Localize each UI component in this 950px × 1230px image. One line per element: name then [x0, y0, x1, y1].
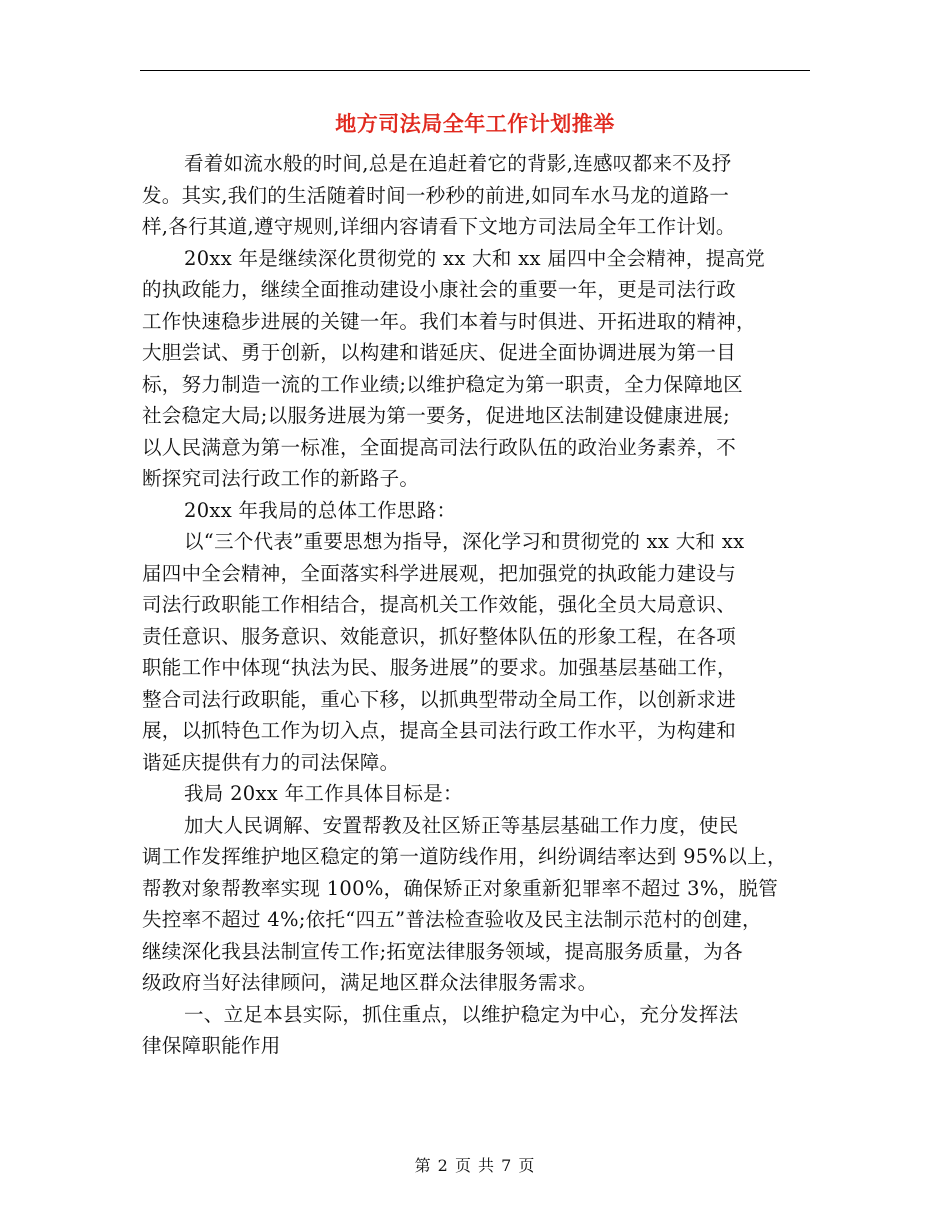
text-line: 发。其实,我们的生活随着时间一秒秒的前进,如同车水马龙的道路一	[142, 183, 730, 207]
document-title: 地方司法局全年工作计划推举	[335, 112, 615, 136]
text-line: 展，以抓特色工作为切入点，提高全县司法行政工作水平，为构建和	[142, 719, 737, 742]
text-line: 届四中全会精神，全面落实科学进展观，把加强党的执政能力建设与	[142, 561, 737, 585]
text-line: 加大人民调解、安置帮教及社区矫正等基层基础工作力度，使民	[184, 813, 739, 837]
text-line: 社会稳定大局;以服务进展为第一要务，促进地区法制建设健康进展;	[142, 404, 730, 427]
text-line: 调工作发挥维护地区稳定的第一道防线作用，纠纷调结率达到 95%以上，	[142, 845, 787, 868]
text-line: 级政府当好法律顾问，满足地区群众法律服务需求。	[142, 971, 598, 994]
text-line: 断探究司法行政工作的新路子。	[142, 467, 420, 490]
text-line: 整合司法行政职能，重心下移，以抓典型带动全局工作，以创新求进	[142, 687, 737, 711]
text-line: 继续深化我县法制宣传工作;拓宽法律服务领域，提高服务质量，为各	[142, 939, 743, 963]
text-line: 帮教对象帮教率实现 100%，确保矫正对象重新犯罪率不超过 3%，脱管	[142, 876, 779, 900]
text-line: 的执政能力，继续全面推动建设小康社会的重要一年，更是司法行政	[142, 278, 737, 301]
page-number-indicator: 第 2 页 共 7 页	[414, 1156, 536, 1175]
text-line: 责任意识、服务意识、效能意识，抓好整体队伍的形象工程，在各项	[142, 624, 737, 648]
section-heading: 律保障职能作用	[142, 1034, 281, 1057]
section-heading: 一、立足本县实际，抓住重点，以维护稳定为中心，充分发挥法	[184, 1002, 739, 1026]
text-line: 看着如流水般的时间,总是在追赶着它的背影,连感叹都来不及抒	[184, 152, 732, 175]
text-line: 失控率不超过 4%;依托“四五”普法检查验收及民主法制示范村的创建，	[142, 908, 762, 931]
text-line: 以“三个代表”重要思想为指导，深化学习和贯彻党的 xx 大和 xx	[184, 530, 745, 553]
document-body	[142, 148, 814, 1062]
text-line: 样,各行其道,遵守规则,详细内容请看下文地方司法局全年工作计划。	[142, 215, 736, 238]
text-line: 大胆尝试、勇于创新，以构建和谐延庆、促进全面协调进展为第一目	[142, 341, 737, 364]
text-line: 谐延庆提供有力的司法保障。	[142, 750, 400, 774]
section-heading: 20xx 年我局的总体工作思路：	[184, 498, 457, 522]
section-heading: 我局 20xx 年工作具体目标是：	[184, 782, 463, 805]
text-line: 司法行政职能工作相结合，提高机关工作效能，强化全员大局意识、	[142, 593, 737, 616]
text-line: 职能工作中体现“执法为民、服务进展”的要求。加强基层基础工作，	[142, 656, 737, 679]
header-rule	[140, 70, 810, 71]
text-line: 标，努力制造一流的工作业绩;以维护稳定为第一职责，全力保障地区	[142, 372, 743, 396]
text-line: 工作快速稳步进展的关键一年。我们本着与时俱进、开拓进取的精神，	[142, 309, 756, 333]
text-line: 以人民满意为第一标准，全面提高司法行政队伍的政治业务素养，不	[142, 435, 737, 459]
text-line: 20xx 年是继续深化贯彻党的 xx 大和 xx 届四中全会精神，提高党	[184, 246, 766, 270]
